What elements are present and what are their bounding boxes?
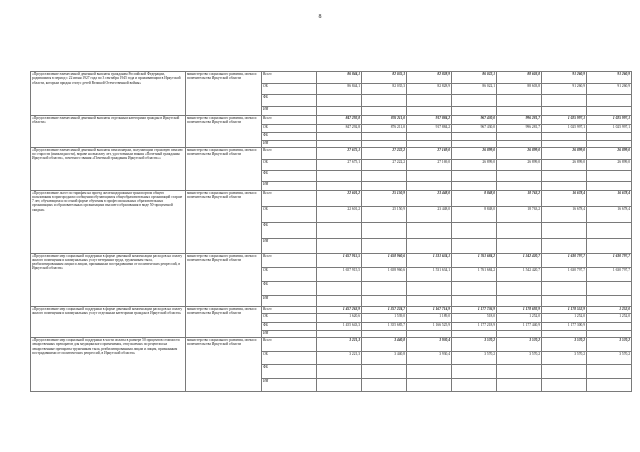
amount-cell	[317, 331, 362, 338]
amount-cell: 91 260,9	[587, 83, 632, 95]
amount-cell: 1 761 684,2	[452, 253, 497, 267]
amount-cell	[497, 281, 542, 295]
amount-cell	[497, 295, 542, 306]
amount-cell: 1 252,0	[587, 306, 632, 314]
amount-cell	[542, 295, 587, 306]
funding-source-label: Всего	[262, 147, 317, 159]
amount-cell: 86 844,1	[317, 83, 362, 95]
measure-description: «Предоставление ежемесячной денежной выплаты отдельным категориям граждан в Иркутской области»	[31, 115, 186, 147]
amount-cell: 1 177 300,9	[542, 323, 587, 331]
funding-source-label: ФБ	[262, 170, 317, 181]
amount-cell: 1 252,0	[587, 314, 632, 323]
responsible-executor: министерство социального развития, опеки и попечительства Иркутской области	[186, 72, 262, 116]
amount-cell	[452, 379, 497, 392]
amount-cell: 876 211,0	[362, 124, 407, 132]
measure-description: «Предоставление мер социальной поддержки в форме денежной компенсации расходов на оплату жилого помещения и коммунальных услуг ветеранам труда, труженикам тыла, реабилитированным лицам и лицам, признанным пострадавшими от политических репрессий, в Иркутской области»	[31, 253, 186, 306]
amount-cell: 847 292,8	[317, 115, 362, 124]
amount-cell	[542, 95, 587, 107]
funding-source-label: Всего	[262, 306, 317, 314]
amount-cell: 3 570,2	[452, 352, 497, 365]
amount-cell: 1 252,0	[497, 314, 542, 323]
amount-cell	[362, 281, 407, 295]
amount-cell: 1 455 643,3	[317, 323, 362, 331]
amount-cell	[362, 132, 407, 140]
amount-cell: 26 899,0	[497, 159, 542, 170]
amount-cell	[407, 170, 452, 181]
amount-cell: 1 189,0	[407, 314, 452, 323]
amount-cell: 3 221,3	[317, 352, 362, 365]
amount-cell: 1 658 960,6	[362, 253, 407, 267]
amount-cell: 1 539,0	[362, 314, 407, 323]
amount-cell	[407, 295, 452, 306]
table-row	[31, 253, 632, 267]
amount-cell: 917 884,2	[407, 124, 452, 132]
funding-source-label: ИИ	[262, 379, 317, 392]
budget-table	[30, 71, 632, 392]
amount-cell: 86 022,1	[452, 72, 497, 84]
funding-source-label: ОБ	[262, 352, 317, 365]
amount-cell: 1 252,0	[542, 314, 587, 323]
amount-cell: 1 177 440,9	[497, 323, 542, 331]
amount-cell	[317, 132, 362, 140]
amount-cell	[542, 379, 587, 392]
funding-source-label: ИИ	[262, 295, 317, 306]
amount-cell	[542, 140, 587, 147]
amount-cell: 996 281,7	[497, 124, 542, 132]
amount-cell	[497, 379, 542, 392]
amount-cell	[587, 222, 632, 238]
amount-cell	[362, 238, 407, 253]
amount-cell	[587, 238, 632, 253]
amount-cell: 8 848,0	[452, 190, 497, 206]
amount-cell	[317, 295, 362, 306]
funding-source-label: ОБ	[262, 83, 317, 95]
amount-cell	[407, 140, 452, 147]
funding-source-label: ФБ	[262, 323, 317, 331]
amount-cell: 16 678,4	[542, 206, 587, 222]
amount-cell: 1 025 997,1	[587, 124, 632, 132]
amount-cell	[362, 222, 407, 238]
amount-cell: 917 884,2	[407, 115, 452, 124]
amount-cell: 1 542 420,7	[497, 253, 542, 267]
amount-cell: 3 930,4	[407, 352, 452, 365]
amount-cell	[362, 331, 407, 338]
amount-cell: 1 630 797,7	[542, 253, 587, 267]
amount-cell: 1 542 420,7	[497, 267, 542, 281]
funding-source-label: ФБ	[262, 281, 317, 295]
amount-cell: 1 531 634,1	[407, 253, 452, 267]
amount-cell	[407, 95, 452, 107]
amount-cell	[362, 295, 407, 306]
amount-cell	[542, 222, 587, 238]
amount-cell	[407, 106, 452, 115]
amount-cell	[452, 181, 497, 190]
funding-source-label: Всего	[262, 72, 317, 84]
amount-cell: 1 177 736,9	[452, 306, 497, 314]
funding-source-label: Всего	[262, 190, 317, 206]
amount-cell	[542, 106, 587, 115]
responsible-executor: министерство социального развития, опеки и попечительства Иркутской области	[186, 253, 262, 306]
amount-cell: 1 657 915,5	[317, 253, 362, 267]
amount-cell: 26 899,0	[452, 159, 497, 170]
responsible-executor: министерство социального развития, опеки и попечительства Иркутской области	[186, 190, 262, 253]
amount-cell: 3 440,8	[362, 338, 407, 352]
table-row	[31, 72, 632, 84]
amount-cell: 82 035,3	[362, 72, 407, 84]
amount-cell	[362, 379, 407, 392]
amount-cell: 22 601,2	[317, 206, 362, 222]
amount-cell	[452, 222, 497, 238]
amount-cell: 967 430,0	[452, 115, 497, 124]
table-row	[31, 190, 632, 206]
funding-source-label: ФБ	[262, 132, 317, 140]
amount-cell: 27 222,2	[362, 147, 407, 159]
amount-cell: 16 678,4	[542, 190, 587, 206]
amount-cell	[497, 365, 542, 379]
amount-cell	[497, 181, 542, 190]
amount-cell: 3 570,2	[587, 352, 632, 365]
amount-cell: 1 025 997,1	[542, 124, 587, 132]
amount-cell	[587, 140, 632, 147]
funding-source-label: ИИ	[262, 140, 317, 147]
amount-cell	[362, 365, 407, 379]
amount-cell: 876 211,0	[362, 115, 407, 124]
amount-cell: 27 222,2	[362, 159, 407, 170]
amount-cell	[497, 238, 542, 253]
amount-cell: 86 844,1	[317, 72, 362, 84]
amount-cell: 27 675,1	[317, 147, 362, 159]
amount-cell: 91 260,9	[587, 72, 632, 84]
amount-cell: 16 678,4	[587, 206, 632, 222]
amount-cell	[587, 323, 632, 331]
amount-cell: 25 150,9	[362, 190, 407, 206]
amount-cell	[497, 132, 542, 140]
amount-cell: 967 430,0	[452, 124, 497, 132]
amount-cell: 82 035,3	[362, 83, 407, 95]
amount-cell	[452, 140, 497, 147]
amount-cell: 1 025 997,1	[542, 115, 587, 124]
amount-cell	[587, 379, 632, 392]
amount-cell: 1 630 797,7	[542, 267, 587, 281]
amount-cell: 1 166 525,9	[407, 323, 452, 331]
amount-cell	[452, 132, 497, 140]
table-body	[31, 72, 632, 392]
responsible-executor: министерство социального развития, опеки и попечительства Иркутской области	[186, 147, 262, 190]
amount-cell	[452, 365, 497, 379]
amount-cell: 1 457 263,9	[317, 306, 362, 314]
amount-cell	[362, 181, 407, 190]
amount-cell	[407, 238, 452, 253]
amount-cell	[407, 379, 452, 392]
amount-cell	[542, 281, 587, 295]
amount-cell	[587, 95, 632, 107]
amount-cell	[587, 181, 632, 190]
amount-cell: 27 675,1	[317, 159, 362, 170]
responsible-executor: министерство социального развития, опеки и попечительства Иркутской области	[186, 338, 262, 392]
amount-cell: 82 828,9	[407, 83, 452, 95]
amount-cell: 1 177 218,9	[452, 323, 497, 331]
amount-cell: 1 657 915,5	[317, 267, 362, 281]
table-row	[31, 115, 632, 124]
amount-cell	[317, 365, 362, 379]
amount-cell: 23 448,0	[407, 206, 452, 222]
amount-cell	[452, 238, 497, 253]
table-row	[31, 338, 632, 352]
amount-cell	[407, 132, 452, 140]
amount-cell: 1 630 797,7	[587, 267, 632, 281]
amount-cell: 86 022,1	[452, 83, 497, 95]
amount-cell: 1 355 685,7	[362, 323, 407, 331]
amount-cell	[587, 106, 632, 115]
amount-cell	[587, 365, 632, 379]
funding-source-label: ОБ	[262, 159, 317, 170]
amount-cell: 3 570,2	[497, 338, 542, 352]
amount-cell	[407, 331, 452, 338]
amount-cell	[317, 238, 362, 253]
amount-cell: 1 167 714,9	[407, 306, 452, 314]
funding-source-label: ИИ	[262, 331, 317, 338]
amount-cell	[542, 238, 587, 253]
amount-cell: 88 603,8	[497, 72, 542, 84]
amount-cell	[587, 170, 632, 181]
amount-cell: 27 169,0	[407, 147, 452, 159]
amount-cell	[542, 181, 587, 190]
page-number: 8	[318, 14, 322, 20]
amount-cell	[317, 181, 362, 190]
amount-cell	[452, 331, 497, 338]
amount-cell	[497, 170, 542, 181]
amount-cell	[542, 170, 587, 181]
amount-cell	[407, 181, 452, 190]
amount-cell	[317, 379, 362, 392]
table-row	[31, 147, 632, 159]
amount-cell: 3 440,8	[362, 352, 407, 365]
amount-cell	[587, 331, 632, 338]
amount-cell: 518,0	[452, 314, 497, 323]
amount-cell: 27 169,0	[407, 159, 452, 170]
measure-description: «Предоставление мер социальной поддержки в части оплаты в размере 50 процентов стоимости лекарственных препаратов для медицинского применения, отпускаемых по рецептам на лекарственные препараты труженикам тыла, реабилитированным лицам и лицам, признанным пострадавшими от политических репрессий, в Иркутской области»	[31, 338, 186, 392]
amount-cell	[497, 331, 542, 338]
amount-cell: 996 281,7	[497, 115, 542, 124]
amount-cell	[587, 295, 632, 306]
measure-description: «Предоставление ежемесячной денежной выплаты пенсионерам, получающим страховую пенсию по старости (инвалидности), вправе на выплату лет, удостоенным звания «Почетный гражданин Иркутской области», почетного звания «Почетный гражданин Иркутской области»»	[31, 147, 186, 190]
amount-cell	[452, 106, 497, 115]
measure-description: «Предоставление ежемесячной денежной выплаты гражданам Российской Федерации, родившимся в период с 22 июня 1927 года по 3 сентября 1945 года и проживающим в Иркутской области, которым придан статус детей Великой Отечественной войны»	[31, 72, 186, 116]
funding-source-label: ОБ	[262, 314, 317, 323]
amount-cell	[452, 95, 497, 107]
amount-cell	[452, 170, 497, 181]
amount-cell: 1 178 692,9	[497, 306, 542, 314]
amount-cell: 26 899,0	[452, 147, 497, 159]
measure-description: «Предоставление льгот по тарифам на проезд железнодорожным транспортом общего пользования в пригородном сообщении обучающимся общеобразовательных организаций старше 7 лет, обучающимся по очной форме обучения в профессиональных образовательных организациях и образовательных организациях высшего образования в виде 50-процентной скидки»	[31, 190, 186, 253]
amount-cell: 3 930,4	[407, 338, 452, 352]
funding-source-label: ИИ	[262, 238, 317, 253]
amount-cell	[317, 95, 362, 107]
amount-cell: 847 292,8	[317, 124, 362, 132]
amount-cell: 22 601,2	[317, 190, 362, 206]
amount-cell	[497, 106, 542, 115]
amount-cell: 88 603,8	[497, 83, 542, 95]
amount-cell: 3 570,2	[452, 338, 497, 352]
amount-cell	[452, 281, 497, 295]
amount-cell	[542, 331, 587, 338]
amount-cell: 91 260,9	[542, 83, 587, 95]
amount-cell	[362, 106, 407, 115]
funding-source-label: Всего	[262, 338, 317, 352]
amount-cell: 1 531 634,1	[407, 267, 452, 281]
amount-cell	[407, 365, 452, 379]
amount-cell	[542, 365, 587, 379]
amount-cell	[407, 222, 452, 238]
amount-cell	[317, 170, 362, 181]
funding-source-label: Всего	[262, 115, 317, 124]
amount-cell: 3 570,2	[587, 338, 632, 352]
amount-cell	[317, 281, 362, 295]
funding-source-label: ФБ	[262, 222, 317, 238]
amount-cell: 1 178 552,9	[542, 306, 587, 314]
funding-source-label: ИИ	[262, 106, 317, 115]
amount-cell	[407, 281, 452, 295]
funding-source-label: ОБ	[262, 267, 317, 281]
funding-source-label: ОБ	[262, 206, 317, 222]
amount-cell	[497, 222, 542, 238]
amount-cell	[497, 95, 542, 107]
funding-source-label: ФБ	[262, 365, 317, 379]
amount-cell: 1 630 797,7	[587, 253, 632, 267]
amount-cell: 91 260,9	[542, 72, 587, 84]
funding-source-label: ИИ	[262, 181, 317, 190]
amount-cell: 26 899,0	[497, 147, 542, 159]
amount-cell: 1 025 997,1	[587, 115, 632, 124]
amount-cell: 3 570,2	[497, 352, 542, 365]
funding-source-label: ФБ	[262, 95, 317, 107]
amount-cell	[362, 170, 407, 181]
amount-cell: 18 763,2	[497, 190, 542, 206]
amount-cell	[317, 222, 362, 238]
table-row	[31, 306, 632, 314]
amount-cell	[587, 132, 632, 140]
amount-cell: 23 448,0	[407, 190, 452, 206]
amount-cell: 16 678,4	[587, 190, 632, 206]
amount-cell: 25 150,9	[362, 206, 407, 222]
amount-cell: 26 899,0	[542, 159, 587, 170]
amount-cell: 26 899,0	[587, 147, 632, 159]
amount-cell: 26 899,0	[587, 159, 632, 170]
amount-cell: 1 761 684,2	[452, 267, 497, 281]
amount-cell	[362, 140, 407, 147]
amount-cell: 26 899,0	[542, 147, 587, 159]
funding-source-label: ОБ	[262, 124, 317, 132]
amount-cell	[452, 295, 497, 306]
measure-description: «Предоставление мер социальной поддержки в форме денежной компенсации расходов на оплату жилого помещения и коммунальных услуг отдельным категориям граждан в Иркутской области»	[31, 306, 186, 338]
amount-cell	[587, 281, 632, 295]
amount-cell	[317, 106, 362, 115]
responsible-executor: министерство социального развития, опеки и попечительства Иркутской области	[186, 306, 262, 338]
amount-cell: 82 828,9	[407, 72, 452, 84]
amount-cell	[362, 95, 407, 107]
amount-cell: 3 221,3	[317, 338, 362, 352]
amount-cell: 1 357 224,7	[362, 306, 407, 314]
amount-cell: 1 658 960,6	[362, 267, 407, 281]
responsible-executor: министерство социального развития, опеки и попечительства Иркутской области	[186, 115, 262, 147]
amount-cell: 3 570,2	[542, 338, 587, 352]
amount-cell: 3 570,2	[542, 352, 587, 365]
amount-cell	[542, 132, 587, 140]
amount-cell	[497, 140, 542, 147]
amount-cell	[317, 140, 362, 147]
funding-source-label: Всего	[262, 253, 317, 267]
amount-cell: 18 763,2	[497, 206, 542, 222]
amount-cell: 8 848,0	[452, 206, 497, 222]
amount-cell: 1 620,6	[317, 314, 362, 323]
